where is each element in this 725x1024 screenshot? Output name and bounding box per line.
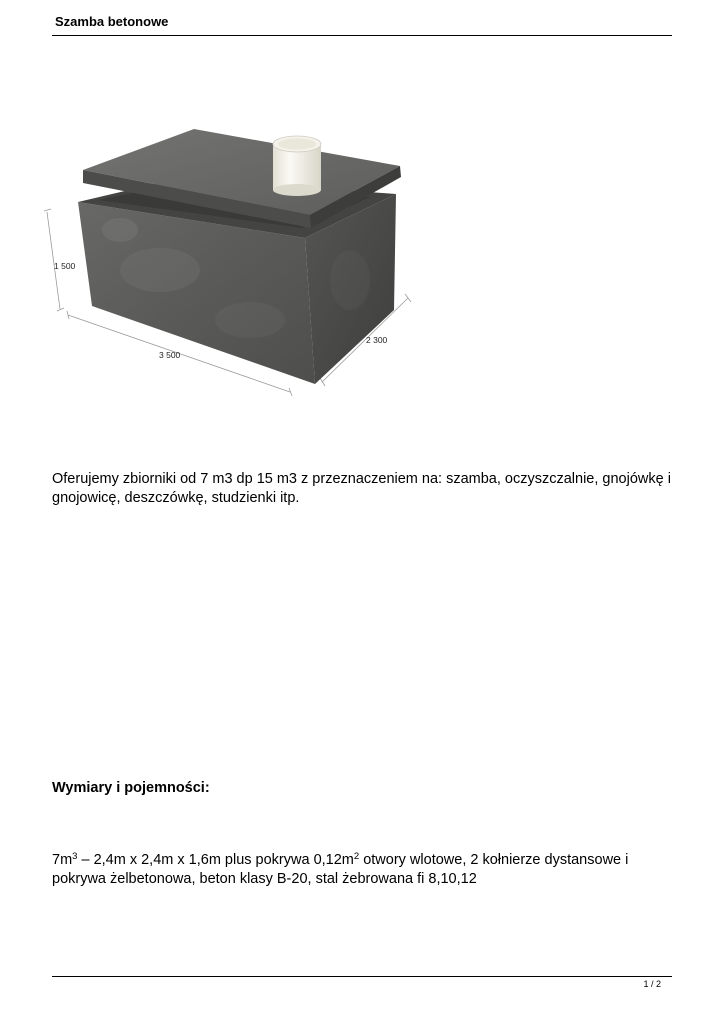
dimension-label-length: 3 500: [159, 350, 181, 360]
header-divider: [52, 35, 672, 36]
page-header-title: Szamba betonowe: [55, 14, 169, 29]
concrete-tank-illustration: [40, 120, 420, 410]
spec-text-part1: – 2,4m x 2,4m x 1,6m plus pokrywa 0,12m: [77, 852, 354, 868]
spec-volume: 7m: [52, 852, 73, 868]
intro-paragraph: Oferujemy zbiorniki od 7 m3 dp 15 m3 z przeznaczeniem na: szamba, oczyszczalnie, gnojówkę i gnojowicę, deszczówkę, studzienki itp.: [52, 471, 671, 506]
spec-paragraph: [52, 851, 677, 889]
dimension-label-width: 2 300: [366, 335, 388, 345]
spec-text-part2: otwory wlotowe, 2 kołnierze dystansowe i pokrywa żelbetonowa, beton klasy B-20, stal żebrowana fi 8,10,12: [52, 852, 629, 887]
dimension-label-height: 1 500: [54, 261, 76, 271]
inlet-pipe: [273, 136, 321, 196]
page-number: 1 / 2: [643, 979, 661, 989]
section-heading: Wymiary i pojemności:: [52, 780, 210, 796]
spec-volume-exponent: 3: [72, 851, 78, 862]
spec-area-exponent: 2: [353, 851, 360, 862]
footer-divider: [52, 976, 672, 977]
